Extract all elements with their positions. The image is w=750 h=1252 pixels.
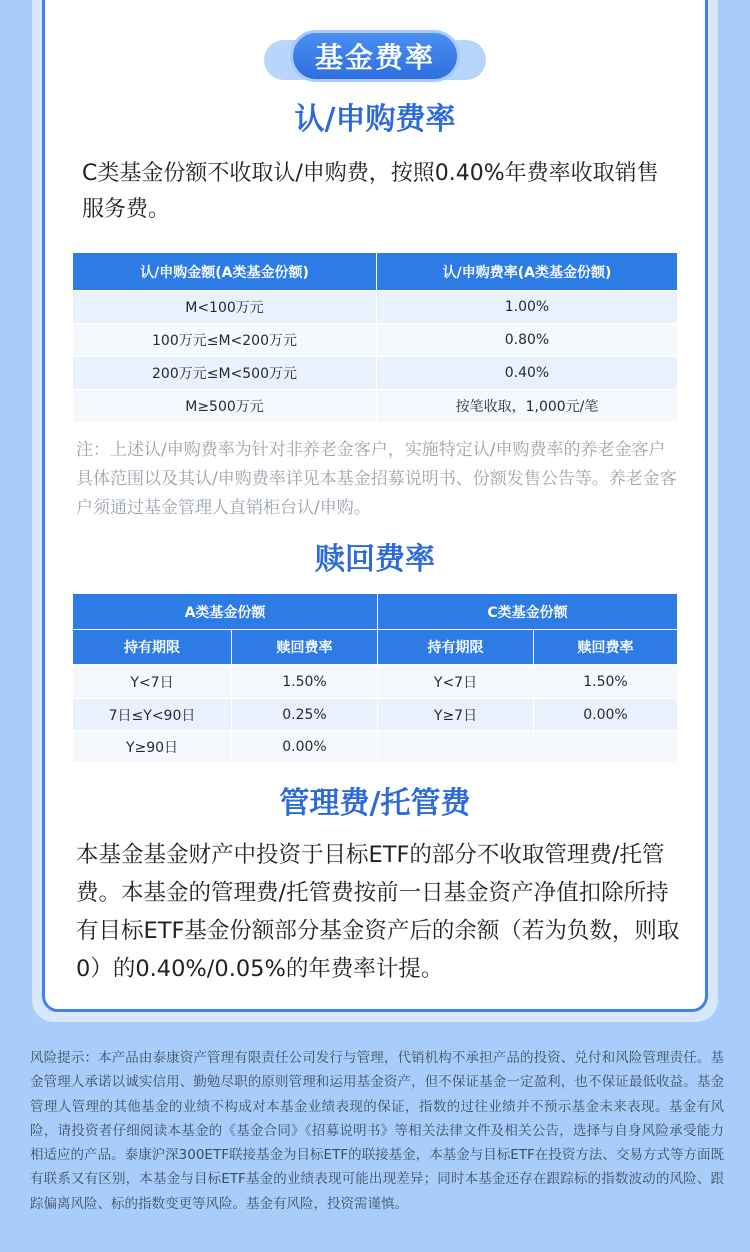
table-row [73, 291, 678, 324]
table-sub-header-row [73, 630, 678, 665]
redeem-title-highlight [311, 534, 439, 578]
subscribe-note: 注：上述认/申购费率为针对非养老金客户，实施特定认/申购费率的养老金客户具体范围以及其认/申购费率详见本基金招募说明书、份额发售公告等。养老金客户须通过基金管理人直销柜台认/申购。 [76, 440, 677, 518]
table-header-cell: 赎回费率 [232, 630, 378, 665]
table-cell: 0.00% [232, 731, 378, 763]
redeem-title [0, 534, 750, 578]
table-cell: 0.00% [534, 699, 678, 731]
table-row [73, 357, 678, 390]
table-cell: M<100万元 [73, 291, 377, 324]
table-header-cell: 赎回费率 [534, 630, 678, 665]
management-title [0, 778, 750, 822]
subscribe-title [0, 94, 750, 138]
table-header-cell: C类基金份额 [378, 594, 678, 630]
table-cell: Y≥90日 [73, 731, 232, 763]
subscribe-description: C类基金份额不收取认/申购费，按照0.40%年费率收取销售服务费。 [82, 161, 659, 222]
table-cell: 7日≤Y<90日 [73, 699, 232, 731]
table-cell: 1.50% [534, 665, 678, 699]
redeem-title-text: 赎回费率 [315, 542, 435, 577]
management-description: 本基金基金财产中投资于目标ETF的部分不收取管理费/托管费。本基金的管理费/托管费按前一日基金资产净值扣除所持有目标ETF基金份额部分基金资产后的余额（若为负数，则取0）的0.40%/0.05%的年费率计提。 [76, 842, 680, 982]
redeem-fee-table [72, 593, 678, 763]
table-row [73, 731, 678, 763]
table-header-cell: 持有期限 [378, 630, 534, 665]
badge-label: 基金费率 [290, 30, 460, 82]
subscribe-title-text: 认/申购费率 [294, 102, 456, 137]
management-title-text: 管理费/托管费 [279, 786, 471, 821]
table-cell: M≥500万元 [73, 390, 377, 423]
table-group-header-row [73, 594, 678, 630]
table-cell: 100万元≤M<200万元 [73, 324, 377, 357]
table-cell: 1.00% [377, 291, 678, 324]
table-cell: 0.80% [377, 324, 678, 357]
table-cell [534, 731, 678, 763]
table-header-cell: 持有期限 [73, 630, 232, 665]
table-row [73, 390, 678, 423]
table-cell: 0.40% [377, 357, 678, 390]
table-cell: Y<7日 [378, 665, 534, 699]
table-cell [378, 731, 534, 763]
table-header-row [73, 253, 678, 291]
table-row [73, 324, 678, 357]
table-header-cell: 认/申购费率(A类基金份额) [377, 253, 678, 291]
table-row [73, 665, 678, 699]
table-cell: Y≥7日 [378, 699, 534, 731]
section-badge [290, 30, 460, 84]
table-cell: 1.50% [232, 665, 378, 699]
table-cell: 按笔收取，1,000元/笔 [377, 390, 678, 423]
table-header-cell: 认/申购金额(A类基金份额) [73, 253, 377, 291]
table-row [73, 699, 678, 731]
table-cell: 0.25% [232, 699, 378, 731]
subscribe-fee-table [72, 252, 678, 423]
table-cell: Y<7日 [73, 665, 232, 699]
management-title-highlight [276, 778, 475, 822]
table-cell: 200万元≤M<500万元 [73, 357, 377, 390]
subscribe-title-highlight [291, 94, 460, 138]
risk-disclaimer: 风险提示：本产品由泰康资产管理有限责任公司发行与管理，代销机构不承担产品的投资、兑付和风险管理责任。基金管理人承诺以诚实信用、勤勉尽职的原则管理和运用基金资产，但不保证基金一定盈利，也不保证最低收益。基金管理人管理的其他基金的业绩不构成对本基金业绩表现的保证，指数的过往业绩并不预示基金未来表现。基金有风险，请投资者仔细阅读本基金的《基金合同》《招募说明书》等相关法律文件及相关公告，选择与自身风险承受能力相适应的产品。泰康沪深300ETF联接基金为目标ETF的联接基金，本基金与目标ETF在投资方法、交易方式等方面既有联系又有区别，本基金与目标ETF基金的业绩表现可能出现差异；同时本基金还存在跟踪标的指数波动的风险、跟踪偏离风险、标的指数变更等风险。基金有风险，投资需谨慎。 [30, 1050, 724, 1212]
table-header-cell: A类基金份额 [73, 594, 378, 630]
